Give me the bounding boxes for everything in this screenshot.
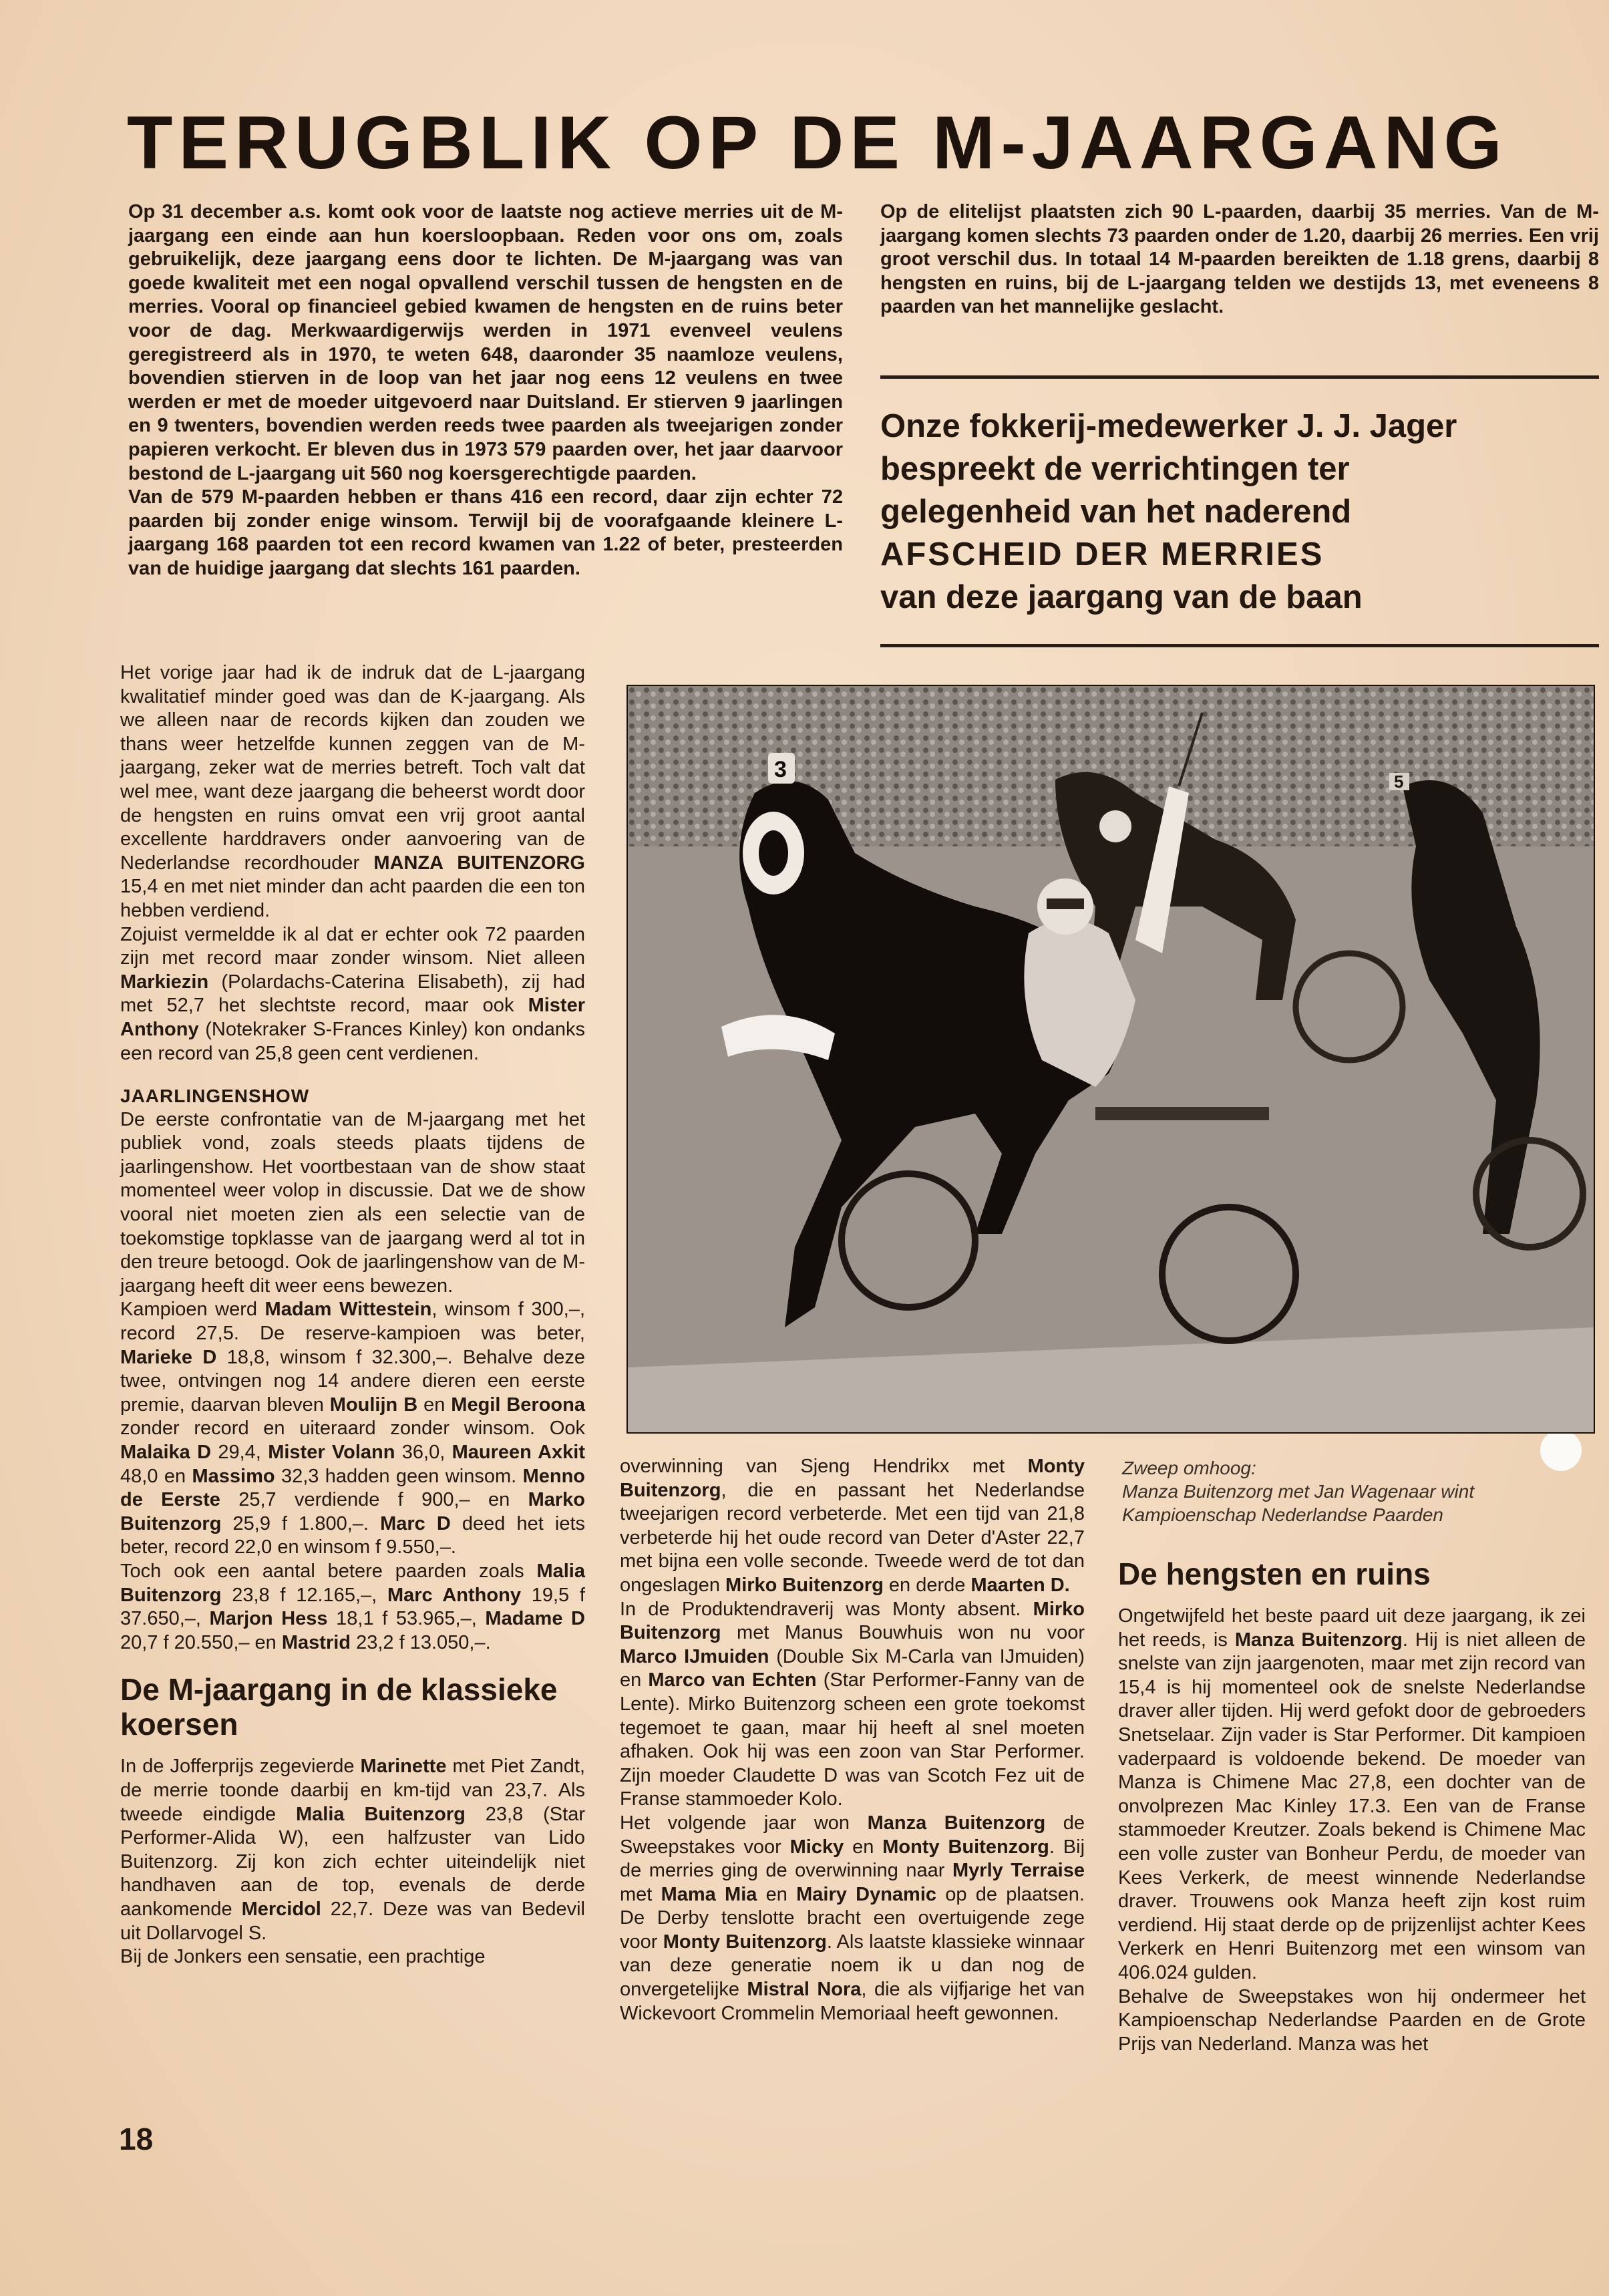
caption-line-1: Zweep omhoog: [1122, 1458, 1256, 1478]
deck-line-5: van deze jaargang van de baan [880, 579, 1363, 615]
page-number: 18 [119, 2122, 154, 2156]
horse-name: MANZA BUITENZORG [373, 852, 585, 874]
col1-paragraph-3: De eerste confrontatie van de M-jaargang met het publiek vond, zoals steeds plaats tijdens de jaarlingenshow. Het voortbestaan van de show staat momenteel weer volop in discussie. Dat we de show vooral niet moeten zien als een selectie van de toekomstige topklasse van de jaargang werd al tot in den treure betoogd. Ook de jaarlingenshow van de M-jaargang heeft dit weer eens bewezen. [120, 1108, 585, 1297]
section-heading-klassieke-koersen: De M-jaargang in de klassieke koersen [120, 1672, 558, 1742]
column-3 [1118, 1556, 1586, 2056]
intro-right [880, 200, 1599, 319]
deck-line-1: Onze fokkerij-medewerker J. J. Jager [880, 408, 1457, 444]
col3-paragraph-1: Ongetwijfeld het beste paard uit deze jaargang, ik zei het reeds, is Manza Buitenzorg. Hij is niet alleen de snelste van zijn jaargenoten, maar met zijn record van 15,4 is hij momenteel ook de snelste Nederlandse draver aller tijden. Hij werd gefokt door de gebroeders Snetselaar. Zijn vader is Star Performer. Dit kampioen vaderpaard is voldoende bekend. De moeder van Manza is Chimene Mac 27,8, een dochter van de onvolprezen Mac Kinley 17.3. Een van de Franse stammoeder Kreutzer. Zoals bekend is Chimene Mac een volle zuster van Bonheur Perdu, de moeder van Kees Verkerk, de meest winnende Nederlandse draver. Trouwens ook Manza heeft zijn kost ruim verdiend. Hij staat derde op de prijzenlijst achter Kees Verkerk en Henri Buitenzorg met een winsom van 406.024 gulden. [1118, 1605, 1586, 1983]
intro-paragraph-1: Op 31 december a.s. komt ook voor de laatste nog actieve merries uit de M-jaargang een einde aan hun koersloopbaan. Reden voor ons om, zoals gebruikelijk, deze jaargang eens door te lichten. De M-jaargang was van goede kwaliteit met een nogal opvallend verschil tussen de hengsten en de merries. Vooral op financieel gebied kwamen de hengsten en de ruins beter voor de dag. Merkwaardigerwijs werden in 1971 evenveel veulens geregistreerd als in 1970, te weten 648, daaronder 35 naamloze veulens, bovendien stierven in de loop van het jaar nog eens 12 veulens en twee werden er met de moeder uitgevoerd naar Duitsland. Er stierven 9 jaarlingen en 9 twenters, bovendien werden reeds twee paarden als tweejarigen zonder papieren verkocht. Er bleven dus in 1973 579 paarden over, het jaar daarvoor bestond de L-jaargang uit 560 nog koersgerechtigde paarden. [128, 201, 843, 484]
sulky-seat [1095, 1107, 1269, 1120]
article-deck [880, 405, 1602, 619]
col1-paragraph-5: Toch ook een aantal betere paarden zoals Malia Buitenzorg 23,8 f 12.165,–, Marc Anthony 19,5 f 37.650,–, Marjon Hess 18,1 f 53.965,–, Madame D 20,7 f 20.550,– en Mastrid 23,2 f 13.050,–. [120, 1560, 585, 1653]
harness-race-photo [628, 686, 1594, 1432]
section-heading-hengsten-ruins: De hengsten en ruins [1118, 1556, 1431, 1591]
subheading-jaarlingenshow: JAARLINGENSHOW [120, 1086, 310, 1107]
col1-paragraph-6: In de Jofferprijs zegevierde Marinette met Piet Zandt, de merrie toonde daarbij en km-tijd van 23,7. Als tweede eindigde Malia Buitenzorg 23,8 (Star Performer-Alida W), een halfzuster van Lido Buitenzorg. Zij kon zich echter uiteindelijk niet handhaven aan de top, evenals de derde aankomende Mercidol 22,7. Deze was van Bedevil uit Dollarvogel S. [120, 1756, 586, 1944]
col1-paragraph-7: Bij de Jonkers een sensatie, een prachtige [120, 1946, 486, 1968]
race-photo [627, 685, 1595, 1434]
deck-bottom-rule [880, 644, 1599, 647]
deck-line-2: bespreekt de verrichtingen ter [880, 451, 1350, 487]
deck-line-3: gelegenheid van het naderend [880, 494, 1352, 530]
col2-paragraph-1: overwinning van Sjeng Hendrikx met Monty Buitenzorg, die en passant het Nederlandse tweejarigen record verbeterde. Met een tijd van 21,8 verbeterde hij het oude record van Deter d'Aster 22,7 met bijna een volle seconde. Tweede werd de tot dan ongeslagen Mirko Buitenzorg en derde Maarten D. [620, 1456, 1085, 1596]
deck-top-rule [880, 375, 1599, 379]
saddle-number-left: 3 [774, 757, 787, 782]
intro-paragraph-2: Van de 579 M-paarden hebben er thans 416 een record, daar zijn echter 72 paarden bij zonder enige winsom. Terwijl bij de voorafgaande kleinere L-jaargang 168 paarden tot een record kwamen van 1.22 of beter, presteerden van de huidige jaargang dat slechts 161 paarden. [128, 486, 843, 579]
saddle-number-right: 5 [1394, 772, 1404, 792]
intro-paragraph-right: Op de elitelijst plaatsten zich 90 L-paarden, daarbij 35 merries. Van de M-jaargang komen slechts 73 paarden onder de 1.20, daarbij 26 merries. Een vrij groot verschil dus. In totaal 14 M-paarden bereikten de 1.18 grens, daarbij 8 hengsten en ruins, bij de L-jaargang telden we destijds 13, met eveneens 8 paarden van het mannelijke geslacht. [880, 201, 1599, 318]
col1-paragraph-1: Het vorige jaar had ik de indruk dat de L-jaargang kwalitatief minder goed was dan de K-jaargang. Als we alleen naar de records kijken dan zouden we thans weer hetzelfde kunnen zeggen van de M-jaargang, zeker wat de merries betreft. Toch valt dat wel mee, want deze jaargang die beheerst wordt door de hengsten en ruins omvat een vrij groot aantal excellente harddravers onder aanvoering van de Nederlandse recordhouder MANZA BUITENZORG 15,4 en met niet minder dan acht paarden die een ton hebben verdiend. [120, 662, 585, 921]
column-1 [120, 661, 585, 1969]
deck-line-4: AFSCHEID DER MERRIES [880, 536, 1324, 572]
horse-name: Markiezin [120, 971, 209, 993]
column-2 [620, 1455, 1085, 2025]
col1-paragraph-2: Zojuist vermeldde ik al dat er echter ook 72 paarden zijn met record maar zonder winsom. Niet alleen Markiezin (Polardachs-Caterina Elisabeth), zij had met 52,7 het slechtste record, maar ook Mister Anthony (Notekraker S-Frances Kinley) kon ondanks een record van 25,8 geen cent verdienen. [120, 923, 585, 1064]
col2-paragraph-3: Het volgende jaar won Manza Buitenzorg de Sweepstakes voor Micky en Monty Buitenzorg. Bij de merries ging de overwinning naar Myrly Terraise met Mama Mia en Mairy Dynamic op de plaatsen. De Derby tenslotte bracht een overtuigende zege voor Monty Buitenzorg. Als laatste klassieke winnaar van deze generatie noem ik u dan nog de onvergetelijke Mistral Nora, die als vijfjarige het van Wickevoort Crommelin Memoriaal heeft gewonnen. [620, 1812, 1085, 2024]
col2-paragraph-2: In de Produktendraverij was Monty absent. Mirko Buitenzorg met Manus Bouwhuis won nu voor Marco IJmuiden (Double Six M-Carla van IJmuiden) en Marco van Echten (Star Performer-Fanny van de Lente). Mirko Buitenzorg scheen een grote toekomst tegemoet te gaan, maar hij heeft al snel moeten afhaken. Ook hij was een zoon van Star Performer. Zijn moeder Claudette D was van Scotch Fez uit de Franse stammoeder Kolo. [620, 1598, 1085, 1810]
col1-paragraph-4: Kampioen werd Madam Wittestein, winsom f 300,–, record 27,5. De reserve-kampioen was beter, Marieke D 18,8, winsom f 32.300,–. Behalve deze twee, ontvingen nog 14 andere dieren een eerste premie, daarvan bleven Moulijn B en Megil Beroona zonder record en uiteraard zonder winsom. Ook Malaika D 29,4, Mister Volann 36,0, Maureen Axkit 48,0 en Massimo 32,3 hadden geen winsom. Menno de Eerste 25,7 verdiende f 900,– en Marko Buitenzorg 25,9 f 1.800,–. Marc D deed het iets beter, record 22,0 en winsom f 9.550,–. [120, 1299, 586, 1559]
caption-line-2: Manza Buitenzorg met Jan Wagenaar wint Kampioenschap Nederlandse Paarden [1122, 1481, 1475, 1525]
col3-paragraph-2: Behalve de Sweepstakes won hij ondermeer het Kampioenschap Nederlandse Paarden en de Grote Prijs van Nederland. Manza was het [1118, 1985, 1586, 2055]
photo-caption [1122, 1456, 1590, 1526]
page-title: TERUGBLIK OP DE M-JAARGANG [127, 101, 1508, 184]
intro-left [128, 200, 843, 581]
horse-name: Mister Anthony [120, 995, 585, 1040]
